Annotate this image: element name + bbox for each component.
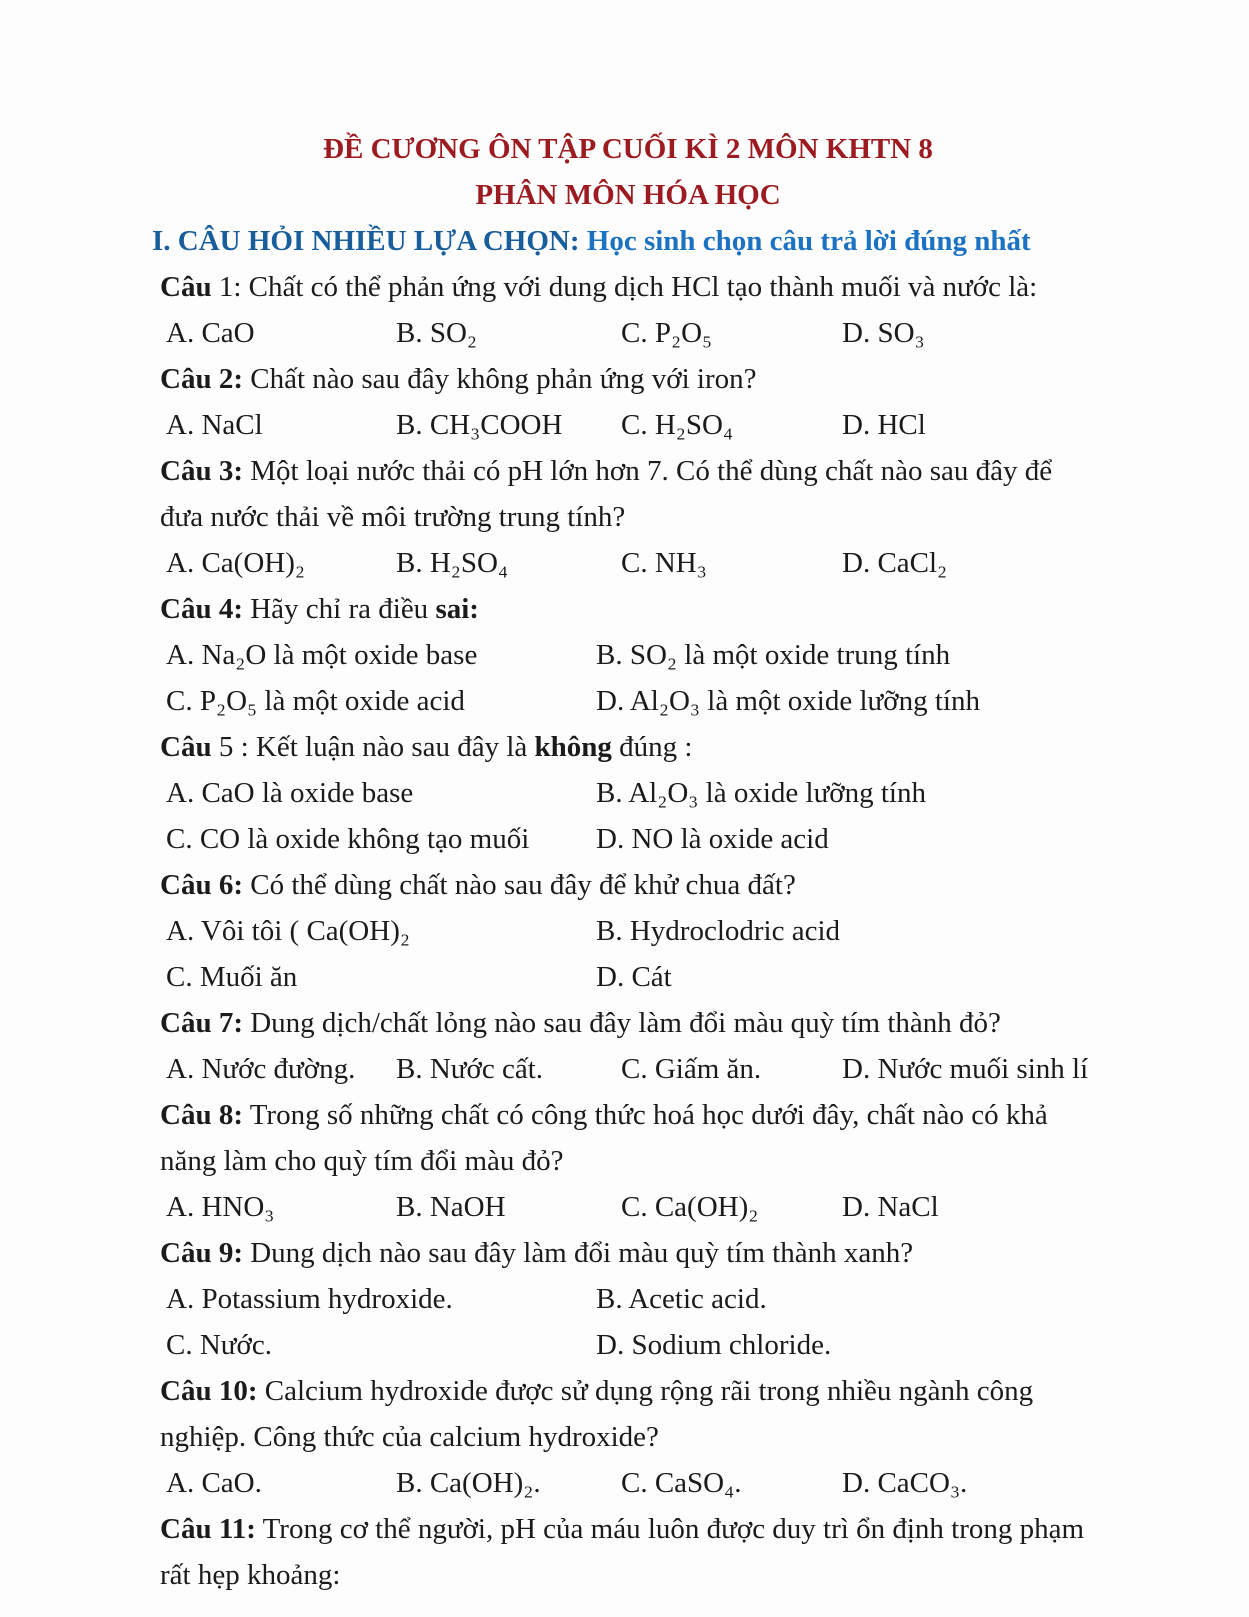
question-6-option-d: D. Cát (596, 961, 672, 993)
question-2-options-row (160, 402, 1096, 448)
question-4-options-row-1 (160, 632, 1096, 678)
question-5-text: Kết luận nào sau đây là (248, 731, 535, 763)
question-1 (160, 264, 1096, 310)
question-7-option-a: A. Nước đường. (166, 1053, 356, 1085)
question-8-options-row (160, 1184, 1096, 1230)
question-8-option-a: A. HNO₃ (166, 1191, 275, 1223)
question-4 (160, 586, 1096, 632)
question-5-option-c: C. CO là oxide không tạo muối (166, 823, 530, 855)
question-3 (160, 448, 1096, 540)
question-1-label: Câu (160, 271, 212, 303)
question-9-text: Dung dịch nào sau đây làm đổi màu quỳ tím thành xanh? (242, 1237, 914, 1269)
question-1-option-b: B. SO₂ (396, 317, 478, 349)
question-4-option-a: A. Na₂O là một oxide base (166, 639, 478, 671)
question-3-option-c: C. NH₃ (621, 547, 707, 579)
question-4-emphasis: sai: (435, 593, 479, 625)
section-heading-instruction: Học sinh chọn câu trả lời đúng nhất (579, 225, 1031, 257)
question-5 (160, 724, 1096, 770)
question-9-option-d: D. Sodium chloride. (596, 1329, 832, 1361)
question-4-option-d: D. Al₂O₃ là một oxide lưỡng tính (596, 685, 980, 717)
question-6-options-row-2 (160, 954, 1096, 1000)
question-4-options-row-2 (160, 678, 1096, 724)
question-7-text: Dung dịch/chất lỏng nào sau đây làm đổi màu quỳ tím thành đỏ? (242, 1007, 1001, 1039)
question-2-option-a: A. NaCl (166, 409, 263, 441)
question-9 (160, 1230, 1096, 1276)
document-subtitle: PHÂN MÔN HÓA HỌC (475, 179, 781, 211)
question-1-option-a: A. CaO (166, 317, 255, 349)
question-6-options-row-1 (160, 908, 1096, 954)
question-8-option-c: C. Ca(OH)₂ (621, 1191, 759, 1223)
question-10-option-a: A. CaO. (166, 1467, 262, 1499)
question-5-option-d: D. NO là oxide acid (596, 823, 829, 855)
question-10-label: Câu 10: (160, 1375, 258, 1407)
document-title: ĐỀ CƯƠNG ÔN TẬP CUỐI KÌ 2 MÔN KHTN 8 (323, 133, 933, 165)
question-7-option-b: B. Nước cất. (396, 1053, 544, 1085)
question-6 (160, 862, 1096, 908)
question-8-option-d: D. NaCl (842, 1191, 939, 1223)
question-10 (160, 1368, 1096, 1460)
question-10-options-row (160, 1460, 1096, 1506)
question-2-text: Chất nào sau đây không phản ứng với iron? (242, 363, 757, 395)
question-11-text: Trong cơ thể người, pH của máu luôn được duy trì ổn định trong phạm rất hẹp khoảng: (160, 1513, 1085, 1591)
question-4-text: Hãy chỉ ra điều (242, 593, 436, 625)
question-10-text: Calcium hydroxide được sử dụng rộng rãi trong nhiều ngành công nghiệp. Công thức của calcium hydroxide? (160, 1375, 1034, 1453)
document-content (152, 126, 1096, 1598)
question-8-label: Câu 8: (160, 1099, 243, 1131)
question-1-option-d: D. SO₃ (842, 317, 925, 349)
question-2-option-b: B. CH₃COOH (396, 409, 563, 441)
question-7-option-d: D. Nước muối sinh lí (842, 1053, 1089, 1085)
question-7-options-row (160, 1046, 1096, 1092)
question-7-label: Câu 7: (160, 1007, 243, 1039)
question-11 (160, 1506, 1096, 1598)
question-4-label: Câu 4: (160, 593, 243, 625)
question-6-option-b: B. Hydroclodric acid (596, 915, 841, 947)
question-5-options-row-1 (160, 770, 1096, 816)
section-heading-numeral: I. CÂU HỎI NHIỀU LỰA CHỌN: (152, 225, 580, 257)
question-5-label: Câu (160, 731, 212, 763)
question-1-options-row (160, 310, 1096, 356)
question-2 (160, 356, 1096, 402)
question-4-option-b: B. SO₂ là một oxide trung tính (596, 639, 951, 671)
question-6-option-a: A. Vôi tôi ( Ca(OH)₂ (166, 915, 410, 947)
question-6-text: Có thể dùng chất nào sau đây để khử chua đất? (242, 869, 796, 901)
question-5-option-b: B. Al₂O₃ là oxide lưỡng tính (596, 777, 926, 809)
question-5-label-suffix: 5 : (211, 731, 249, 763)
question-8-option-b: B. NaOH (396, 1191, 506, 1223)
question-3-option-b: B. H₂SO₄ (396, 547, 509, 579)
question-2-option-d: D. HCl (842, 409, 926, 441)
question-10-option-d: D. CaCO₃. (842, 1467, 968, 1499)
question-3-options-row (160, 540, 1096, 586)
question-8 (160, 1092, 1096, 1184)
question-5-option-a: A. CaO là oxide base (166, 777, 414, 809)
question-4-option-c: C. P₂O₅ là một oxide acid (166, 685, 465, 717)
question-2-label: Câu 2: (160, 363, 243, 395)
question-9-option-a: A. Potassium hydroxide. (166, 1283, 453, 1315)
question-9-options-row-2 (160, 1322, 1096, 1368)
question-9-option-b: B. Acetic acid. (596, 1283, 767, 1315)
question-7-option-c: C. Giấm ăn. (621, 1053, 762, 1085)
question-5-text-tail: đúng : (611, 731, 693, 763)
question-9-option-c: C. Nước. (166, 1329, 272, 1361)
question-6-label: Câu 6: (160, 869, 243, 901)
question-3-text: Một loại nước thải có pH lớn hơn 7. Có thể dùng chất nào sau đây để đưa nước thải về môi trường trung tính? (160, 455, 1053, 533)
question-5-emphasis: không (534, 731, 612, 763)
question-1-label-suffix: 1: (211, 271, 242, 303)
question-3-option-d: D. CaCl₂ (842, 547, 948, 579)
question-2-option-c: C. H₂SO₄ (621, 409, 734, 441)
question-7 (160, 1000, 1096, 1046)
question-5-options-row-2 (160, 816, 1096, 862)
question-1-option-c: C. P₂O₅ (621, 317, 713, 349)
question-6-option-c: C. Muối ăn (166, 961, 298, 993)
question-3-label: Câu 3: (160, 455, 243, 487)
question-1-text: Chất có thể phản ứng với dung dịch HCl tạo thành muối và nước là: (241, 271, 1038, 303)
question-9-options-row-1 (160, 1276, 1096, 1322)
question-3-option-a: A. Ca(OH)₂ (166, 547, 305, 579)
question-10-option-b: B. Ca(OH)₂. (396, 1467, 541, 1499)
question-10-option-c: C. CaSO₄. (621, 1467, 742, 1499)
question-8-text: Trong số những chất có công thức hoá học dưới đây, chất nào có khả năng làm cho quỳ tím đổi màu đỏ? (160, 1099, 1048, 1177)
section-heading (152, 218, 1096, 264)
question-9-label: Câu 9: (160, 1237, 243, 1269)
question-11-label: Câu 11: (160, 1513, 256, 1545)
